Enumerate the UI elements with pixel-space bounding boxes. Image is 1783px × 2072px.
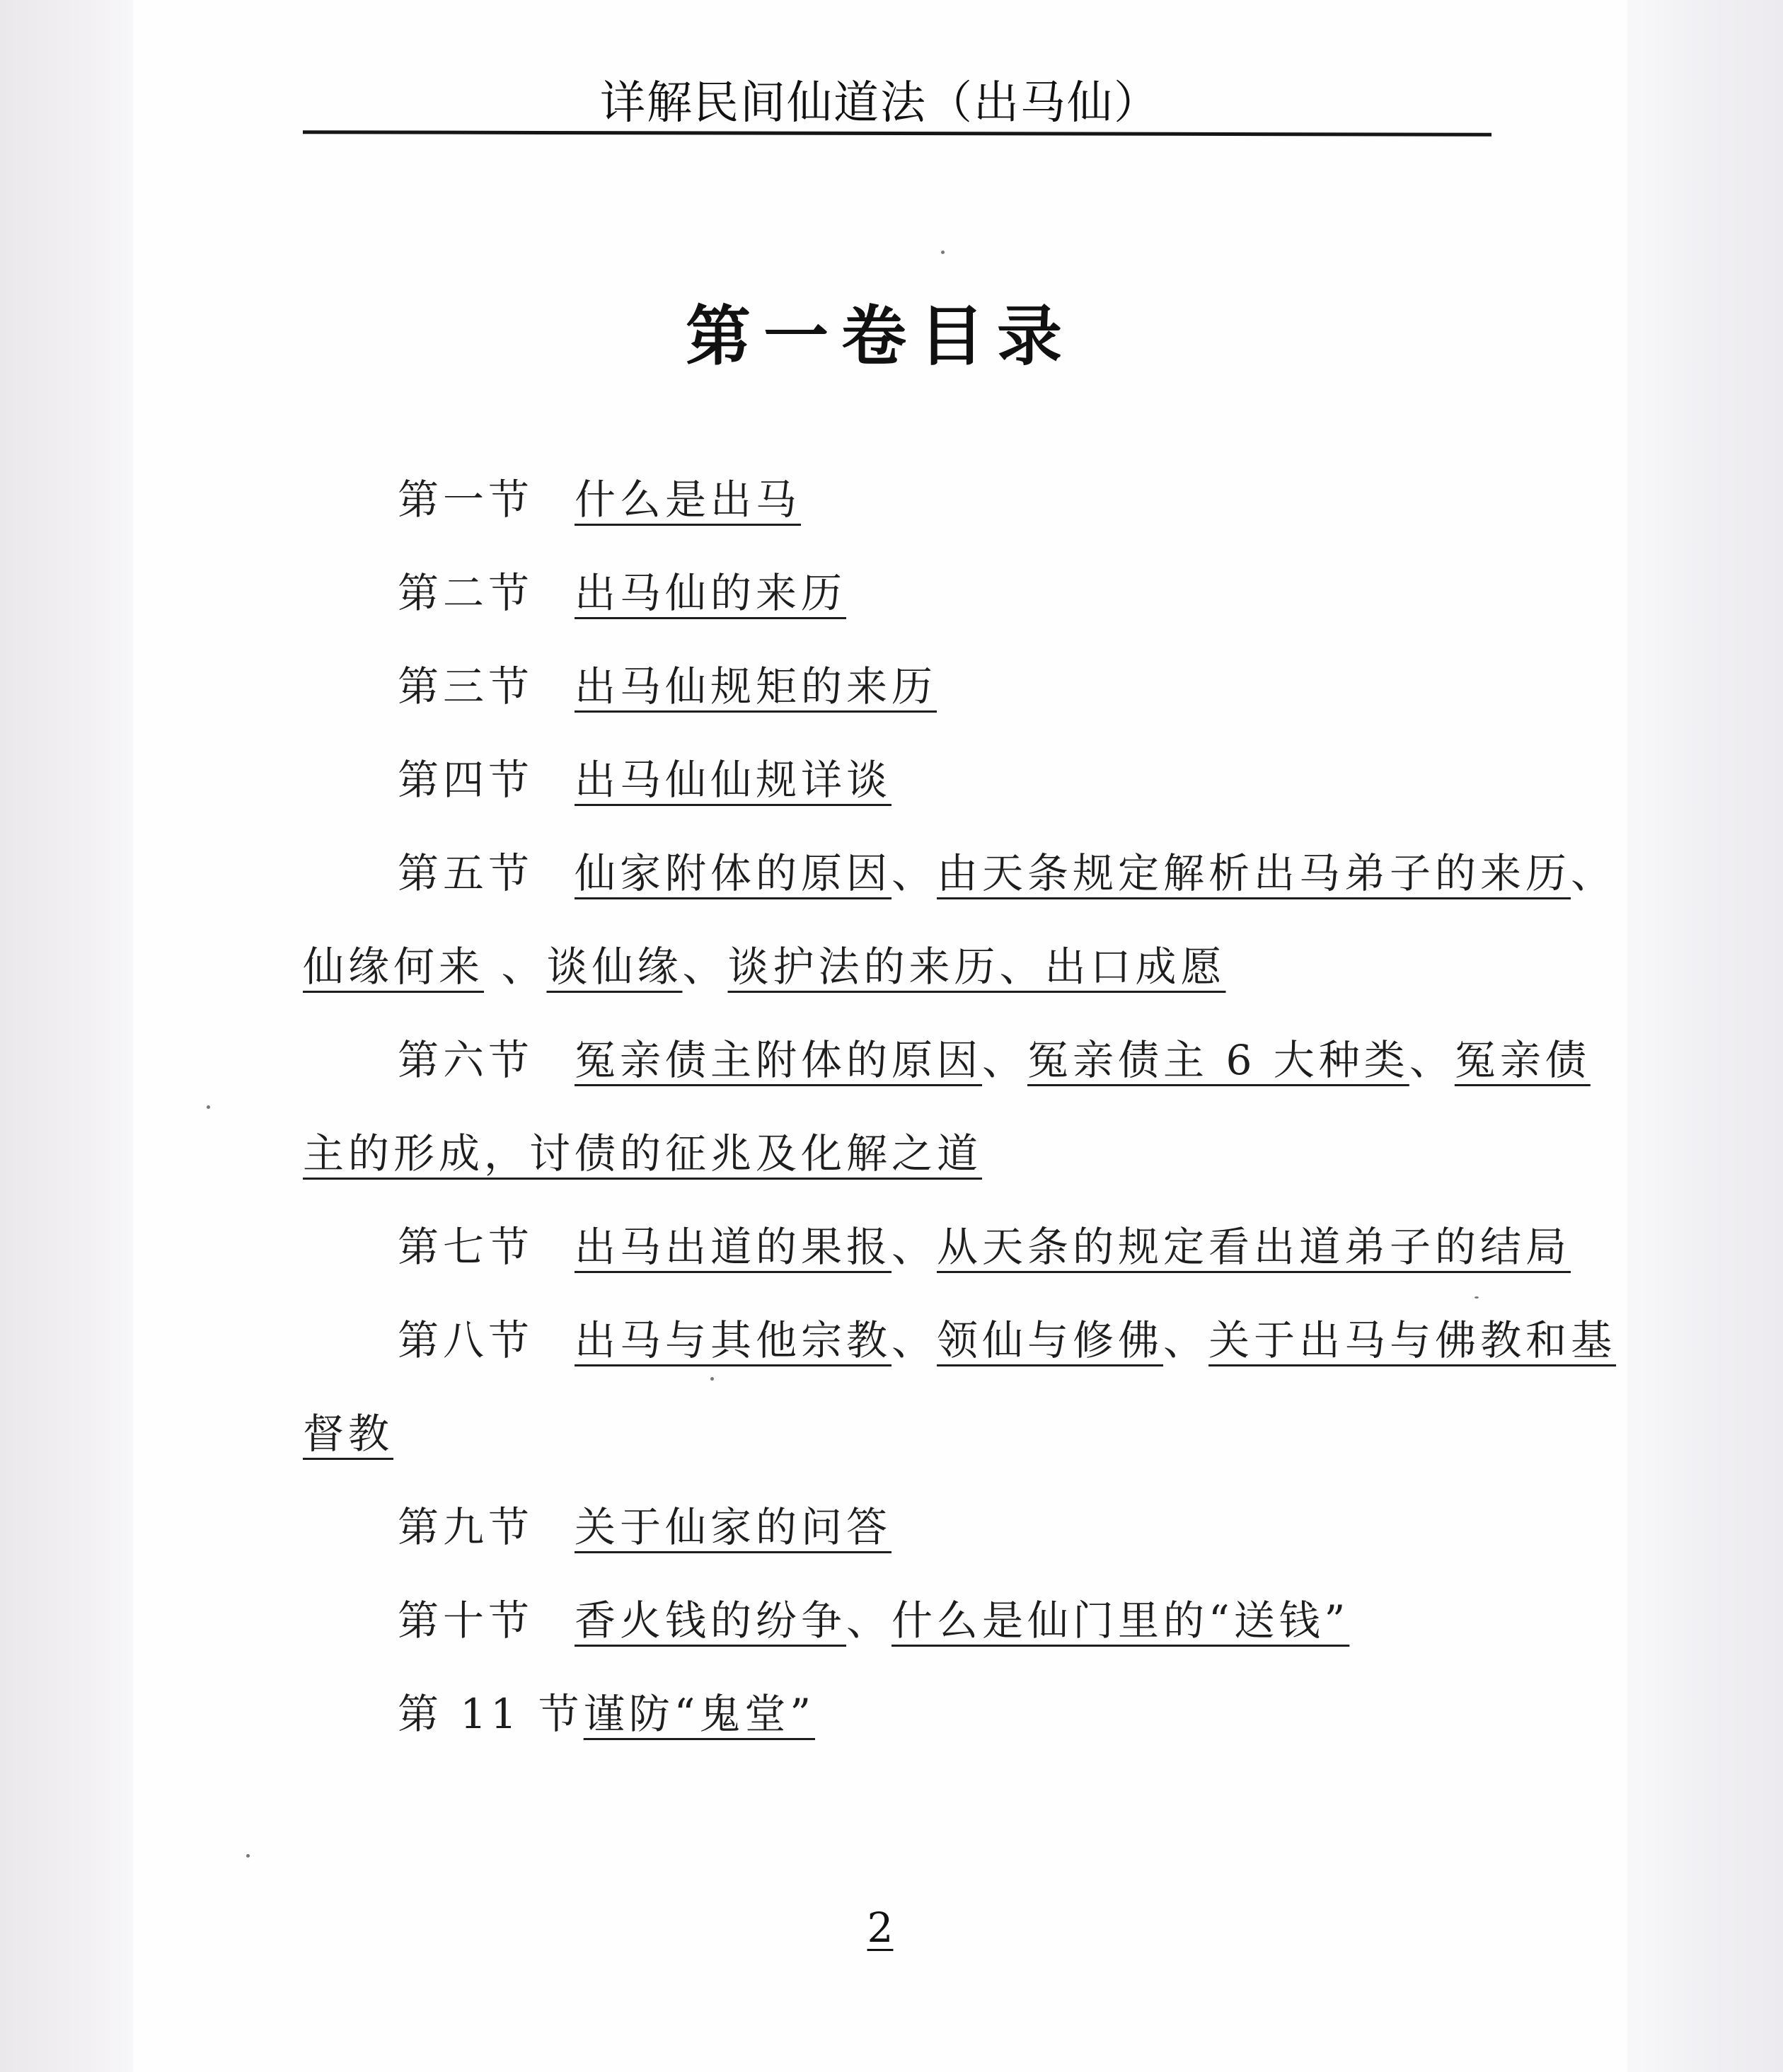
scan-speck — [246, 1854, 250, 1858]
toc-entry-9 — [303, 1480, 1620, 1574]
toc-link[interactable]: 仙家附体的原因 — [575, 849, 892, 897]
toc-entry-2 — [303, 546, 1620, 640]
toc-link[interactable]: 关于出马与佛教和基督教 — [303, 1316, 1617, 1458]
toc-entry-6 — [303, 1013, 1620, 1200]
toc-number: 第三节 — [398, 662, 534, 710]
scan-speck — [207, 1105, 210, 1109]
page-number: 2 — [867, 1904, 894, 1952]
toc-number: 第一节 — [398, 476, 534, 524]
toc-link[interactable]: 由天条规定解析出马弟子的来历 — [937, 849, 1571, 897]
toc-link[interactable]: 谈仙缘 — [546, 943, 683, 991]
toc-entry-4 — [303, 733, 1620, 827]
toc-entry-11 — [303, 1667, 1620, 1761]
toc-entry-1 — [303, 453, 1620, 546]
toc-link[interactable]: 出马仙的来历 — [575, 569, 847, 617]
toc-link[interactable]: 出马仙仙规详谈 — [575, 756, 892, 804]
toc-number: 第四节 — [398, 756, 534, 804]
toc-link[interactable]: 关于仙家的问答 — [575, 1503, 892, 1551]
scan-speck — [1475, 1296, 1479, 1299]
toc-link[interactable]: 谈护法的来历、出口成愿 — [727, 943, 1226, 991]
toc-separator: 、 — [892, 1223, 937, 1271]
toc-separator: 、 — [892, 1316, 937, 1364]
toc-link[interactable]: 从天条的规定看出道弟子的结局 — [937, 1223, 1571, 1271]
toc-separator: 、 — [1163, 1316, 1209, 1364]
toc-separator: 、 — [682, 943, 728, 991]
toc-link[interactable]: 香火钱的纷争 — [575, 1596, 847, 1645]
toc-entry-5 — [303, 827, 1620, 1013]
toc-link[interactable]: 出马仙规矩的来历 — [575, 662, 937, 710]
toc-entry-3 — [303, 640, 1620, 733]
toc-separator: 、 — [846, 1596, 892, 1645]
toc-number: 第 11 节 — [398, 1690, 584, 1738]
toc-link[interactable]: 什么是出马 — [575, 476, 802, 524]
toc-number: 第五节 — [398, 849, 534, 897]
toc-link[interactable]: 仙缘何来 — [303, 943, 485, 991]
table-of-contents — [303, 453, 1620, 1761]
toc-entry-10 — [303, 1574, 1620, 1667]
toc-number: 第八节 — [398, 1316, 534, 1364]
scan-speck — [941, 251, 945, 254]
toc-link[interactable]: 冤亲债主附体的原因 — [575, 1036, 983, 1084]
toc-number: 第二节 — [398, 569, 534, 617]
toc-entry-8 — [303, 1294, 1620, 1480]
document-page — [133, 0, 1627, 2072]
toc-link[interactable]: 谨防“鬼堂” — [583, 1690, 815, 1738]
toc-number: 第六节 — [398, 1036, 534, 1084]
toc-link[interactable]: 领仙与修佛 — [937, 1316, 1164, 1364]
scan-speck — [710, 1377, 714, 1381]
toc-number: 第九节 — [398, 1503, 534, 1551]
toc-link[interactable]: 冤亲债主的形成，讨债的征兆及化解之道 — [303, 1036, 1591, 1178]
toc-link[interactable]: 出马出道的果报 — [575, 1223, 892, 1271]
volume-title: 第一卷目录 — [685, 298, 1075, 374]
toc-link[interactable]: 什么是仙门里的“送钱” — [892, 1596, 1350, 1645]
toc-link[interactable]: 冤亲债主 6 大种类 — [1027, 1036, 1409, 1084]
toc-separator: 、 — [484, 943, 547, 991]
toc-separator: 、 — [1409, 1036, 1455, 1084]
toc-link[interactable]: 出马与其他宗教 — [575, 1316, 892, 1364]
toc-entry-7 — [303, 1200, 1620, 1294]
toc-number: 第十节 — [398, 1596, 534, 1645]
toc-separator: 、 — [982, 1036, 1028, 1084]
toc-number: 第七节 — [398, 1223, 534, 1271]
toc-separator: 、 — [1571, 849, 1617, 897]
toc-separator: 、 — [892, 849, 937, 897]
running-header: 详解民间仙道法（出马仙） — [600, 77, 1160, 130]
